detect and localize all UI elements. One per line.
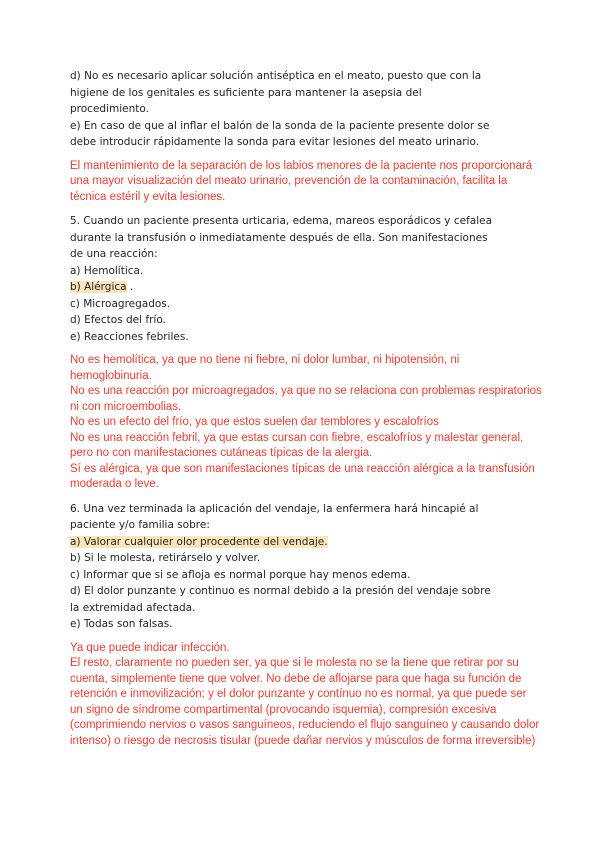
answer-option: e) Reacciones febriles. — [70, 330, 189, 343]
explanation-line: No es una reacción por microagregados, ya que no se relaciona con problemas respiratorios — [70, 385, 542, 397]
text-line: d) No es necesario aplicar solución antiséptica en el meato, puesto que con la — [70, 70, 482, 82]
explanation-line: El resto, claramente no pueden ser, ya que si le molesta no se la tiene que retirar por su — [70, 657, 519, 669]
question-stem-line: 6. Una vez terminada la aplicación del vendaje, la enfermera hará hincapié al — [70, 502, 479, 515]
answer-option-correct — [70, 279, 570, 296]
answer-option: d) Efectos del frío. — [70, 314, 166, 326]
explanation-line: El mantenimiento de la separación de los labios menores de la paciente nos proporcionará — [70, 159, 533, 172]
answer-option-tail: . — [126, 281, 134, 293]
text-line: debe introducir rápidamente la sonda para evitar lesiones del meato urinario. — [70, 136, 480, 148]
answer-option: c) Informar que si se afloja es normal porque hay menos edema. — [70, 568, 411, 581]
question-5-explanation — [70, 353, 570, 493]
explanation-line: No es un efecto del frío, ya que estos suelen dar temblores y escalofríos — [70, 416, 439, 428]
text-line: procedimiento. — [70, 103, 149, 115]
explanation-line: No es una reacción febril, ya que estas cursan con fiebre, escalofríos y malestar general, — [70, 431, 524, 444]
answer-option: c) Microagregados. — [70, 297, 171, 310]
question-4-explanation — [70, 159, 570, 206]
explanation-line: No es hemolítica, ya que no tiene ni fiebre, ni dolor lumbar, ni hipotensión, ni — [70, 354, 460, 366]
question-stem-line: durante la transfusión o inmediatamente después de ella. Son manifestaciones — [70, 231, 488, 244]
answer-option: e) Todas son falsas. — [70, 618, 173, 630]
explanation-line: técnica estéril y evita lesiones. — [70, 190, 226, 203]
text-line: e) En caso de que al inflar el balón de la sonda de la paciente presente dolor se — [70, 119, 490, 132]
explanation-line: cuenta, simplemente tiene que volver. No debe de aflojarse para que haga su función de — [70, 672, 522, 685]
document-page — [70, 68, 570, 749]
answer-option: la extremidad afectada. — [70, 601, 196, 614]
question-6-explanation — [70, 641, 570, 750]
answer-option: b) Si le molesta, retirárselo y volver. — [70, 552, 261, 564]
explanation-line: Sí es alérgica, ya que son manifestaciones típicas de una reacción alérgica a la transfusión — [70, 462, 535, 475]
explanation-line: retención e inmovilización; y el dolor punzante y contínuo no es normal, ya que puede ser — [70, 688, 527, 700]
question-6 — [70, 501, 570, 633]
answer-option-correct — [70, 534, 570, 551]
answer-option: d) El dolor punzante y continuo es normal debido a la presión del vendaje sobre — [70, 585, 491, 597]
correct-answer-highlight: b) Alérgica — [70, 281, 127, 293]
explanation-line: pero no con manifestaciones cutáneas típicas de la alergia. — [70, 447, 373, 459]
question-5 — [70, 213, 570, 345]
question-stem-line: 5. Cuando un paciente presenta urticaria, edema, mareos esporádicos y cefalea — [70, 215, 493, 227]
explanation-line: una mayor visualización del meato urinario, prevención de la contaminación, facilita la — [70, 175, 508, 187]
explanation-line: moderada o leve. — [70, 478, 159, 490]
explanation-line: intenso) o riesgo de necrosis tisular (puede dañar nervios y músculos de forma irreversible) — [70, 734, 536, 747]
answer-option: a) Hemolítica. — [70, 264, 144, 277]
explanation-line: (comprimiendo nervios o vasos sanguíneos, reduciendo el flujo sanguíneo y causando dolor — [70, 719, 540, 731]
question-4-options — [70, 68, 570, 151]
explanation-line: un signo de síndrome compartimental (provocando isquemia), compresión excesiva — [70, 703, 497, 716]
correct-answer-highlight: a) Valorar cualquier olor procedente del vendaje. — [70, 535, 328, 548]
explanation-line: Ya que puede indicar infección. — [70, 641, 230, 654]
explanation-line: ni con microembolias. — [70, 400, 182, 413]
question-stem-line: paciente y/o familia sobre: — [70, 519, 210, 531]
text-line: higiene de los genitales es suficiente para mantener la asepsia del — [70, 86, 422, 99]
explanation-line: hemoglobinuria. — [70, 369, 152, 382]
question-stem-line: de una reacción: — [70, 248, 158, 260]
